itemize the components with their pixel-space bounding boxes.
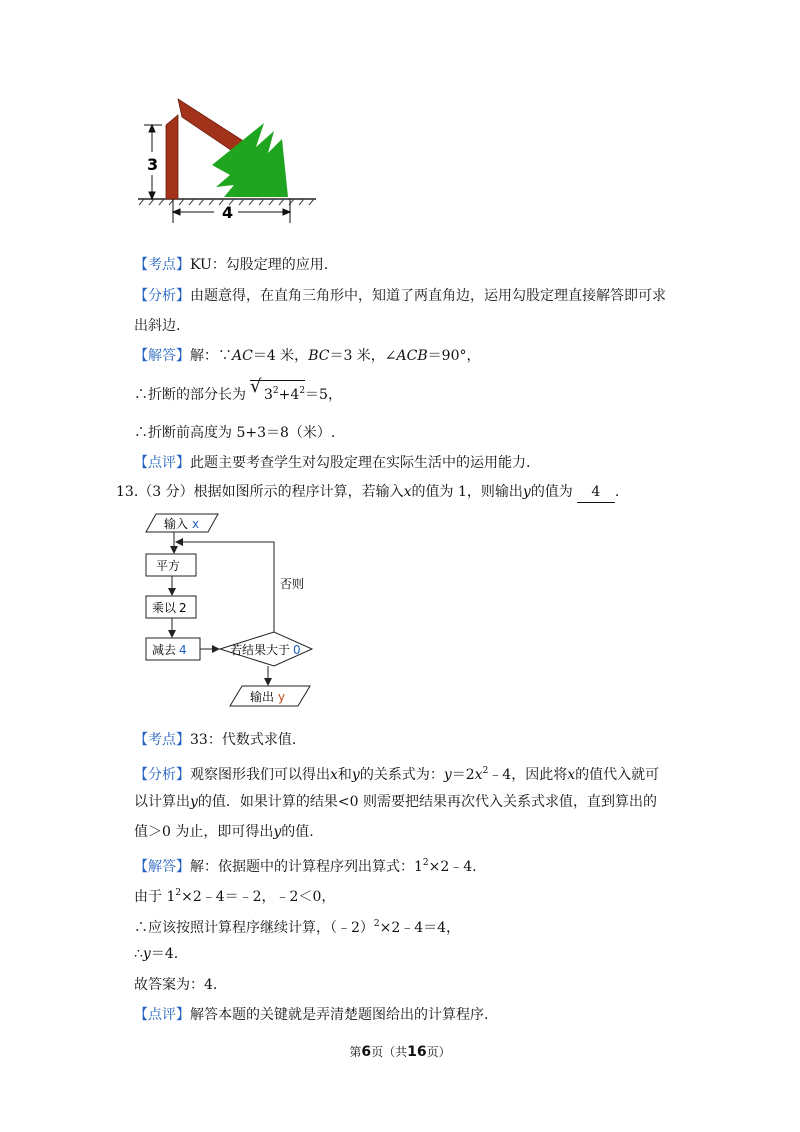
q13-stem: 13.（3 分）根据如图所示的程序计算，若输入x的值为 1，则输出y的值为 4 . (116, 482, 619, 503)
answer-blank: 4 (577, 482, 615, 503)
jieda-tag: 【解答】 (134, 348, 190, 364)
total-pages: 16 (407, 1044, 427, 1060)
else-label: 否则 (280, 577, 305, 591)
q12-kaodian: 【考点】KU：勾股定理的应用. (134, 257, 329, 273)
fenxi-tag: 【分析】 (134, 767, 190, 783)
fenxi-tag: 【分析】 (134, 288, 190, 304)
q12-fenxi-cont: 出斜边. (134, 318, 181, 334)
q13-answer-line: 故答案为：4. (134, 977, 218, 993)
q13-jieda: 【解答】解：依据题中的计算程序列出算式：$1^2\times 2﹣4$. (134, 858, 477, 875)
current-page: 6 (361, 1044, 372, 1060)
q13-dianping: 【点评】解答本题的关键就是弄清楚题图给出的计算程序. (134, 1007, 489, 1023)
svg-text:输出y: 输出 y (250, 690, 286, 704)
svg-text:减去4: 减去 4 (152, 643, 187, 657)
jieda-tag: 【解答】 (134, 859, 190, 875)
q12-original-height: ∴折断前高度为 5+3＝8（米）. (134, 425, 336, 441)
sqrt-sign: √ (250, 376, 262, 397)
svg-text:输入x: 输入 x (164, 517, 200, 531)
q12-broken-length: ∴折断的部分长为 √ $3^2+4^2=5$， (134, 376, 342, 403)
q13-fenxi: 【分析】观察图形我们可以得出x和y的关系式为：$y=2x^2﹣4$，因此将x的值代入就可 (134, 766, 660, 783)
tree-trunk (166, 115, 178, 199)
q12-jieda: 【解答】解：∵AC＝4 米，BC＝3 米，∠ACB＝90°， (134, 348, 481, 364)
q13-line4: ∴y＝4. (134, 946, 179, 962)
width-label: 4 (222, 203, 234, 222)
q12-dianping: 【点评】此题主要考查学生对勾股定理在实际生活中的运用能力. (134, 455, 531, 471)
sqrt-expression: √ $3^2+4^2$ (250, 376, 306, 403)
kaodian-tag: 【考点】 (134, 732, 190, 748)
broken-tree-figure (138, 95, 318, 225)
q13-line2: 由于 $1^2\times 2﹣4=﹣2$，﹣2＜0， (134, 888, 336, 905)
q13-fenxi-line3: 值＞0 为止，即可得出y的值. (134, 824, 314, 840)
dianping-tag: 【点评】 (134, 455, 190, 471)
height-label: 3 (147, 155, 159, 174)
q13-line3: ∴应该按照计算程序继续计算，（﹣2）$^2$×2﹣4＝4， (134, 919, 461, 936)
q12-fenxi: 【分析】由题意得，在直角三角形中，知道了两直角边，运用勾股定理直接解答即可求 (134, 288, 666, 304)
svg-text:平方: 平方 (156, 559, 181, 573)
svg-text:若结果大于0: 若结果大于 0 (230, 643, 301, 657)
program-flowchart (136, 508, 326, 714)
q13-fenxi-line2: 以计算出y的值．如果计算的结果<0 则需要把结果再次代入关系式求值，直到算出的 (134, 794, 658, 810)
svg-text:乘以2: 乘以 2 (152, 601, 187, 615)
kaodian-tag: 【考点】 (134, 257, 190, 273)
dianping-tag: 【点评】 (134, 1007, 190, 1023)
page-footer: 第6页（共16页） (349, 1044, 451, 1060)
q13-kaodian: 【考点】33：代数式求值. (134, 732, 297, 748)
question-number: 13. (116, 484, 139, 500)
